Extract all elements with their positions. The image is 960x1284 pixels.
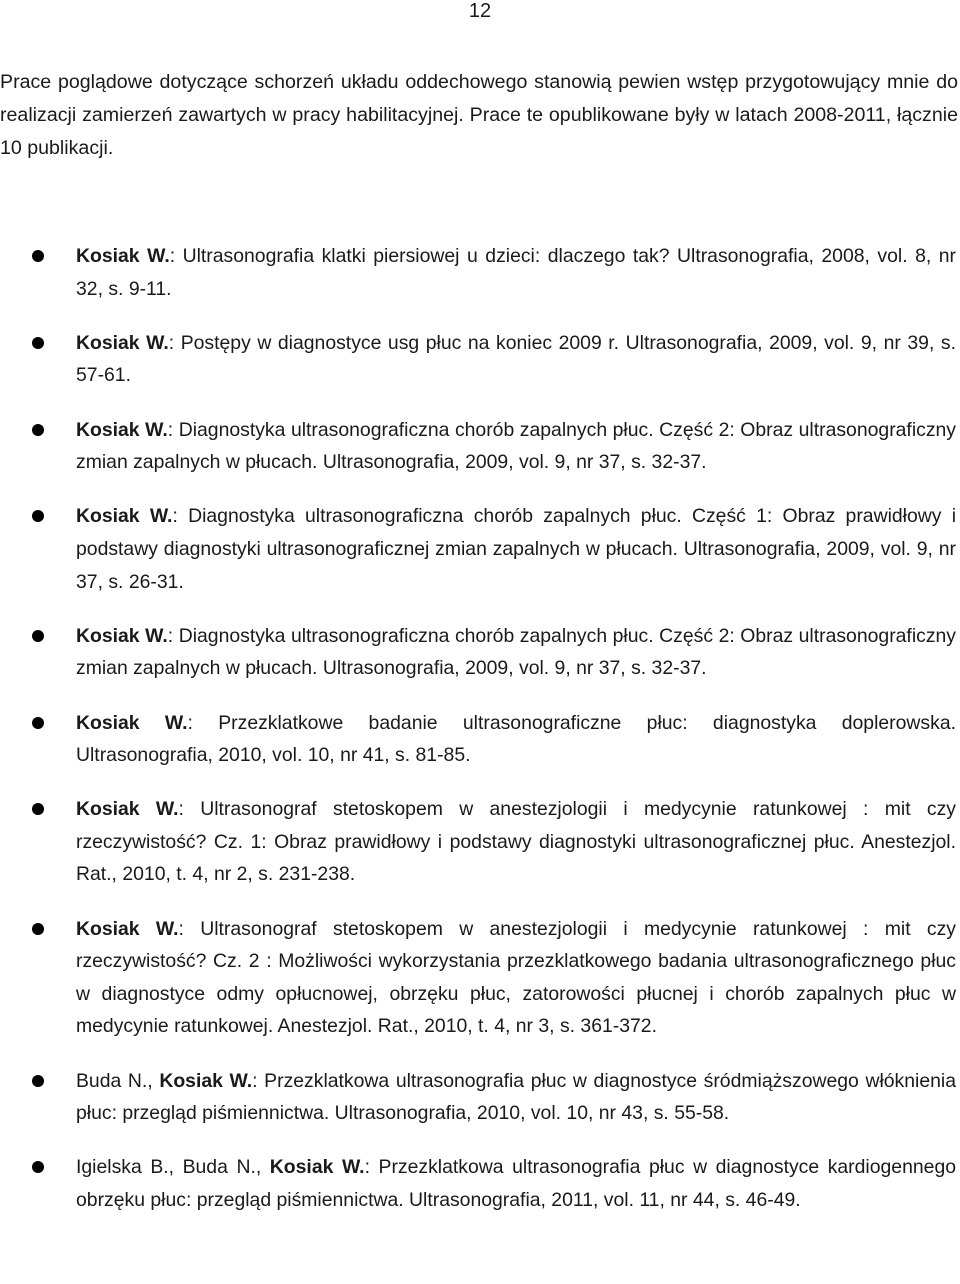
ref-author-bold: Kosiak W. (76, 917, 179, 940)
ref-citation: : Przezklatkowe badanie ultrasonograficzne płuc: diagnostyka doplerowska. Ultrasonografia, 2010, vol. 10, nr 41, s. 81-85. (76, 711, 956, 767)
list-item (0, 414, 956, 479)
ref-author-bold: Kosiak W. (76, 711, 188, 734)
ref-citation: : Diagnostyka ultrasonograficzna chorób zapalnych płuc. Część 2: Obraz ultrasonograficzny zmian zapalnych w płucach. Ultrasonografia, 2009, vol. 9, nr 37, s. 32-37. (76, 624, 956, 680)
ref-citation: : Przezklatkowa ultrasonografia płuc w diagnostyce śródmiąższowego włóknienia płuc: przegląd piśmiennictwa. Ultrasonografia, 2010, vol. 10, nr 43, s. 55-58. (76, 1069, 957, 1125)
bullet-icon (32, 424, 44, 436)
list-item (0, 1151, 956, 1216)
ref-citation: : Ultrasonograf stetoskopem w anestezjologii i medycynie ratunkowej : mit czy rzeczywistość? Cz. 2 : Możliwości wykorzystania przezklatkowego badania ultrasonograficznego płuc w diagnostyce odmy opłucnowej, obrzęku płuc, zatorowości płucnej i chorób zapalnych płuc w medycynie ratunkowej. Anestezjol. Rat., 2010, t. 4, nr 3, s. 361-372. (76, 917, 957, 1038)
ref-authors: Buda N., (76, 1069, 160, 1092)
list-item (0, 500, 956, 598)
ref-author-bold: Kosiak W. (76, 505, 173, 528)
ref-author-bold: Kosiak W. (76, 624, 168, 647)
page-number: 12 (468, 0, 492, 22)
bullet-icon (32, 1075, 44, 1087)
bullet-icon (32, 630, 44, 642)
bullet-icon (32, 803, 44, 815)
list-item (0, 913, 956, 1043)
bullet-icon (32, 717, 44, 729)
list-item (0, 240, 956, 305)
list-item (0, 707, 956, 772)
bullet-icon (32, 250, 44, 262)
list-item (0, 327, 956, 392)
publication-list (0, 240, 956, 1238)
ref-author-bold: Kosiak W. (159, 1069, 253, 1092)
ref-author-bold: Kosiak W. (76, 331, 169, 354)
ref-citation: : Diagnostyka ultrasonograficzna chorób zapalnych płuc. Część 2: Obraz ultrasonograficzny zmian zapalnych w płucach. Ultrasonografia, 2009, vol. 9, nr 37, s. 32-37. (76, 418, 956, 474)
ref-author-bold: Kosiak W. (76, 798, 179, 821)
list-item (0, 793, 956, 891)
ref-author-bold: Kosiak W. (76, 245, 170, 267)
ref-citation: : Przezklatkowa ultrasonografia płuc w diagnostyce kardiogennego obrzęku płuc: przegląd piśmiennictwa. Ultrasonografia, 2011, vol. 11, nr 44, s. 46-49. (76, 1156, 957, 1211)
bullet-icon (32, 510, 44, 522)
ref-authors: Igielska B., Buda N., (76, 1156, 270, 1179)
ref-citation: : Postępy w diagnostyce usg płuc na koniec 2009 r. Ultrasonografia, 2009, vol. 9, nr 39, s. 57-61. (76, 331, 956, 387)
intro-paragraph: Prace poglądowe dotyczące schorzeń układu oddechowego stanowią pewien wstęp przygotowujący mnie do realizacji zamierzeń zawartych w pracy habilitacyjnej. Prace te opublikowane były w latach 2008-2011, łącznie 10 publikacji. (0, 71, 958, 159)
ref-citation: : Ultrasonograf stetoskopem w anestezjologii i medycynie ratunkowej : mit czy rzeczywistość? Cz. 1: Obraz prawidłowy i podstawy diagnostyki ultrasonograficznej płuc. Anestezjol. Rat., 2010, t. 4, nr 2, s. 231-238. (76, 798, 957, 886)
ref-author-bold: Kosiak W. (76, 418, 168, 441)
list-item (0, 620, 956, 685)
bullet-icon (32, 923, 44, 935)
ref-citation: : Diagnostyka ultrasonograficzna chorób zapalnych płuc. Część 1: Obraz prawidłowy i podstawy diagnostyki ultrasonograficznej zmian zapalnych w płucach. Ultrasonografia, 2009, vol. 9, nr 37, s. 26-31. (76, 505, 957, 593)
ref-citation: : Ultrasonografia klatki piersiowej u dzieci: dlaczego tak? Ultrasonografia, 2008, vol. 8, nr 32, s. 9-11. (76, 245, 957, 300)
bullet-icon (32, 337, 44, 349)
list-item (0, 1065, 956, 1130)
ref-author-bold: Kosiak W. (269, 1156, 365, 1179)
bullet-icon (32, 1161, 44, 1173)
